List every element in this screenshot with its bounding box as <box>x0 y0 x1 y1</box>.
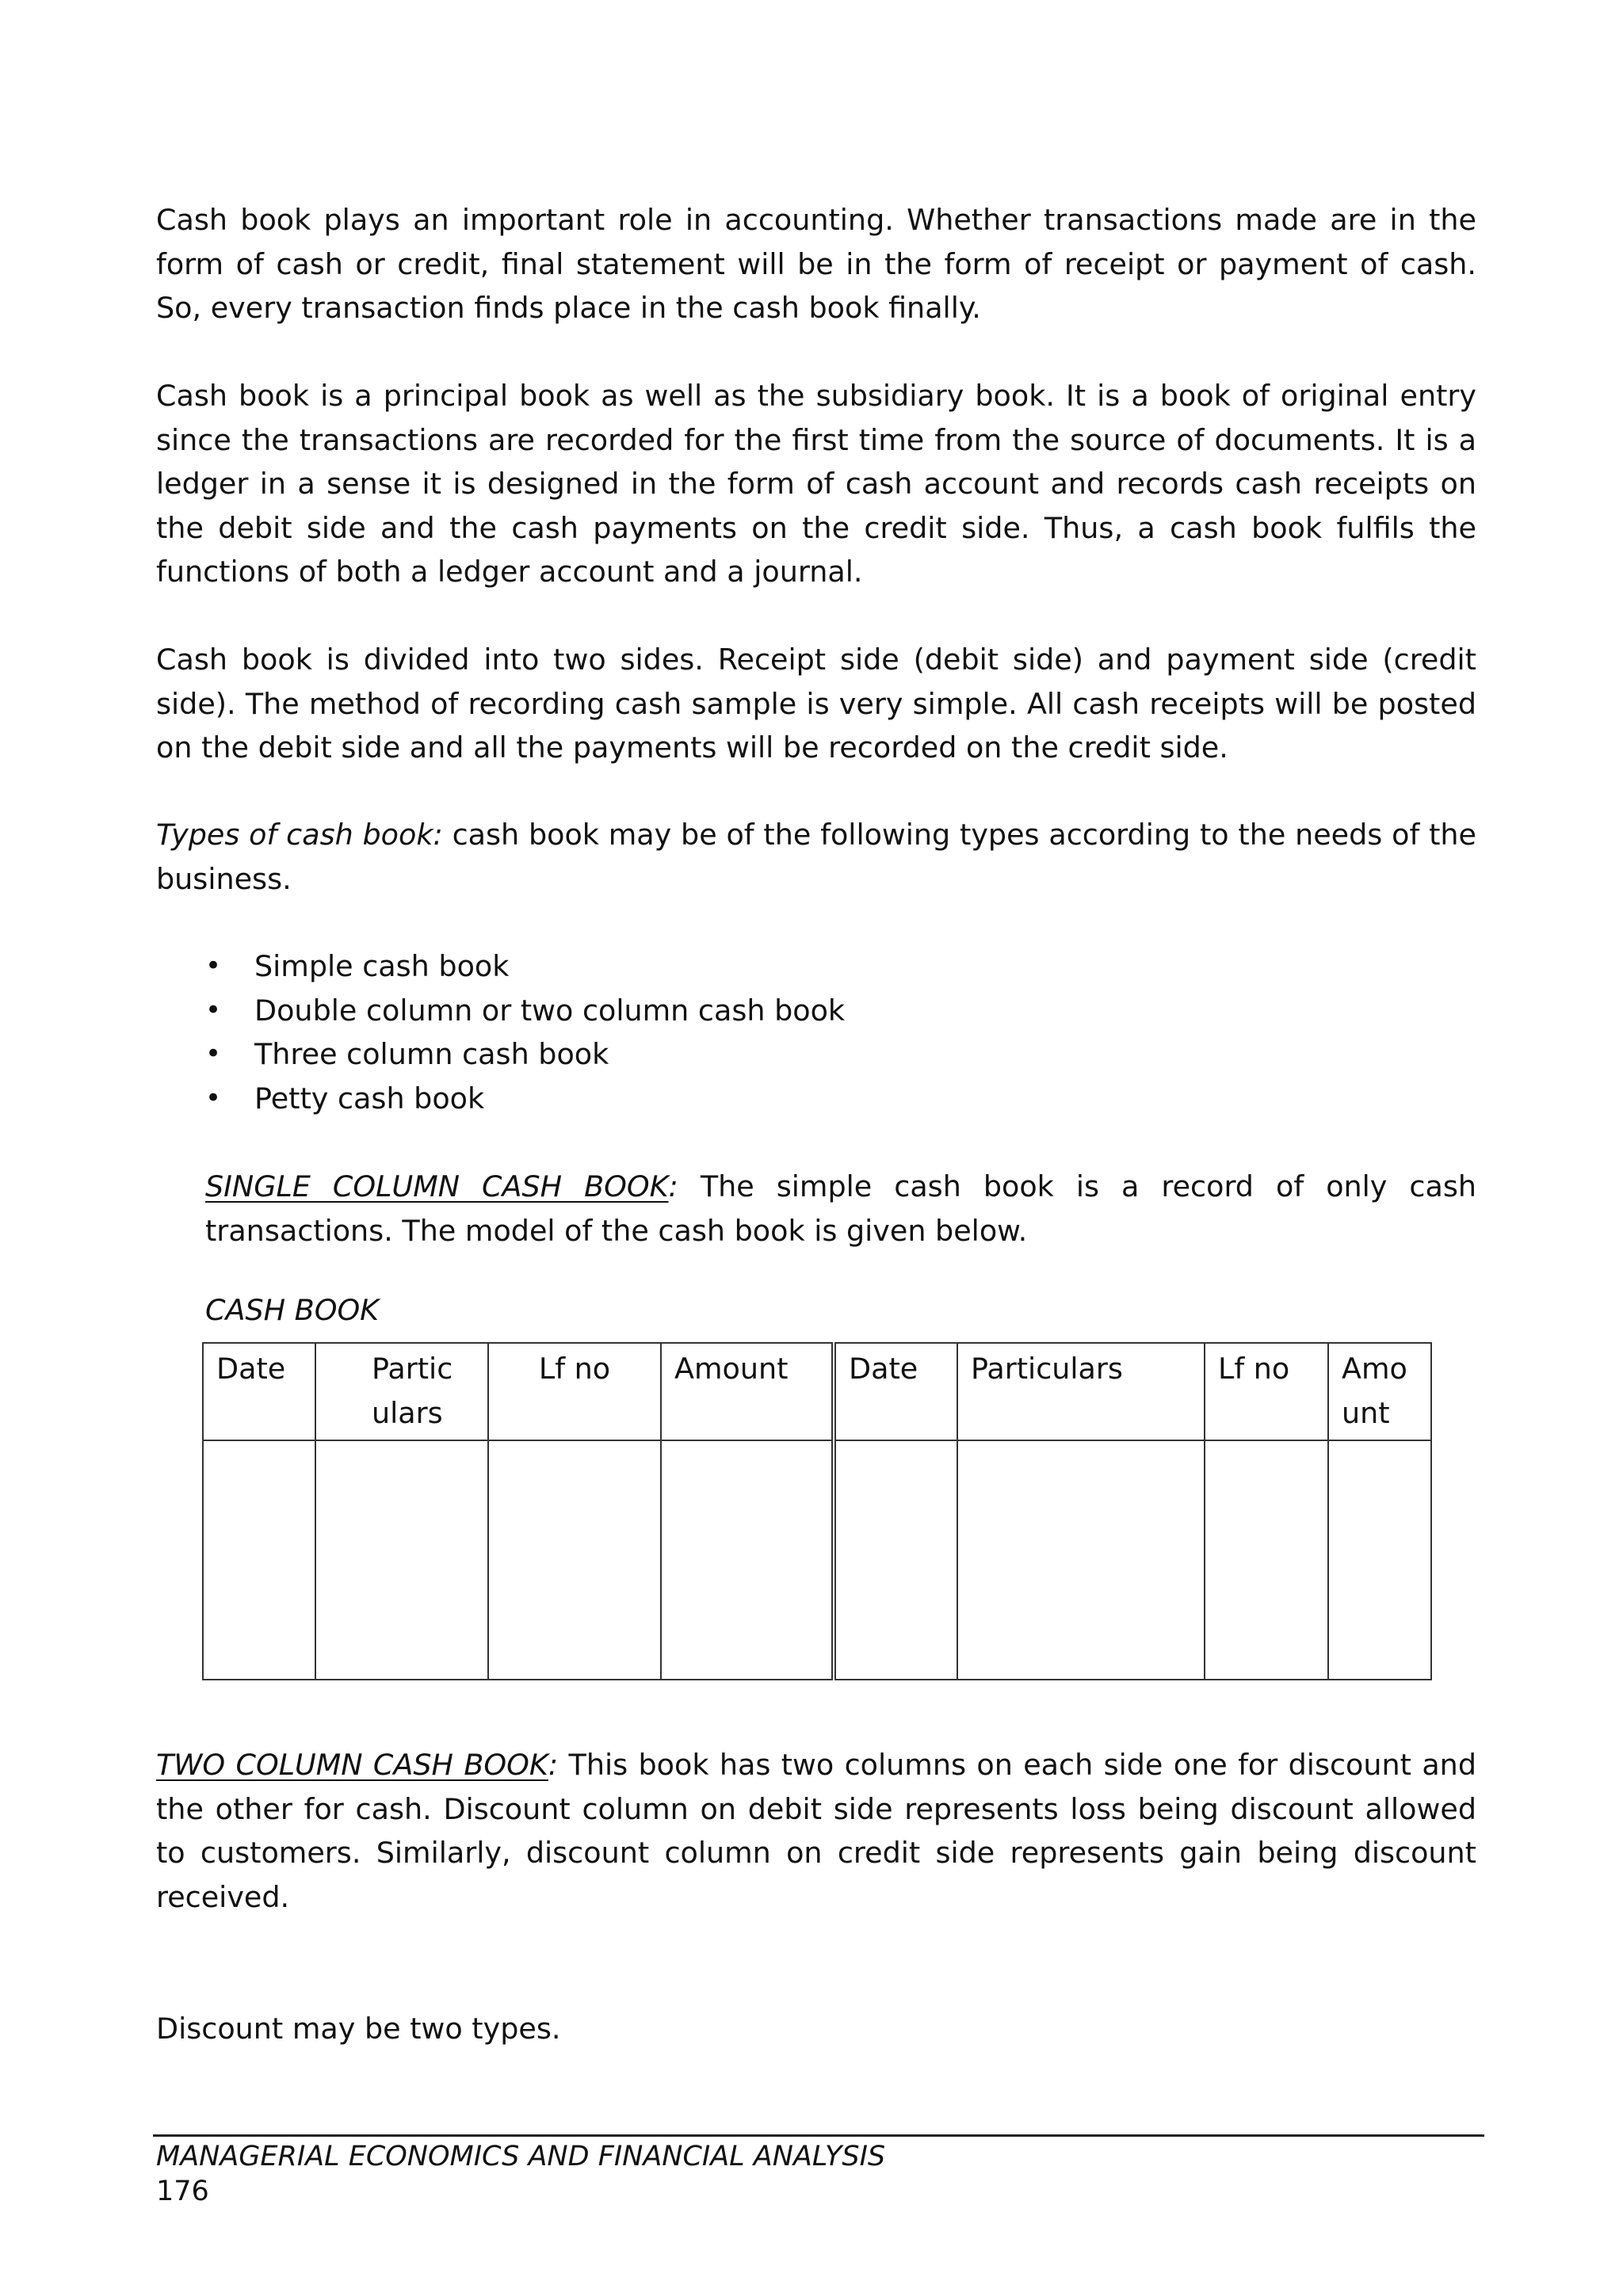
list-item: • Simple cash book <box>205 944 845 989</box>
single-column-colon: : <box>668 1169 678 1203</box>
header-lf-no-debit: Lf no <box>488 1343 661 1440</box>
header-lf-no-credit: Lf no <box>1205 1343 1328 1440</box>
paragraph-two-sides: Cash book is divided into two sides. Receipt side (debit side) and payment side (credit side). The method of recording cash sample is very simple. All cash receipts will be posted on the debit side and all the payments will be recorded on the credit side. <box>156 643 1476 765</box>
paragraph-single-column <box>205 1165 1476 1253</box>
footer-title: MANAGERIAL ECONOMICS AND FINANCIAL ANALYSIS <box>156 2141 886 2172</box>
table-cell <box>834 1440 957 1680</box>
list-item: • Petty cash book <box>205 1077 845 1121</box>
cash-book-table <box>202 1342 1432 1680</box>
types-list <box>205 944 845 1120</box>
table-cell <box>957 1440 1205 1680</box>
two-column-text: This book has two columns on each side one for discount and the other for cash. Discount column on debit side represents loss being discount allowed to customers. Similarly, discount column on credit side represents gain being discount received. <box>156 1748 1476 1914</box>
footer-divider <box>153 2134 1484 2137</box>
table-cell <box>203 1440 315 1680</box>
header-date-debit: Date <box>203 1343 315 1440</box>
table-cell <box>315 1440 488 1680</box>
header-particulars-credit: Particulars <box>957 1343 1205 1440</box>
table-cell <box>1205 1440 1328 1680</box>
header-amount-credit: Amo unt <box>1328 1343 1431 1440</box>
paragraph-types <box>156 813 1476 901</box>
header-particulars-debit: Partic ulars <box>315 1343 488 1440</box>
table-row <box>203 1440 1431 1680</box>
header-date-credit: Date <box>834 1343 957 1440</box>
header-amount-debit: Amount <box>661 1343 834 1440</box>
single-column-heading: SINGLE COLUMN CASH BOOK <box>205 1169 669 1203</box>
cash-book-caption: CASH BOOK <box>205 1293 380 1327</box>
single-column-text: The simple cash book is a record of only cash transactions. The model of the cash book is given below. <box>205 1169 1476 1248</box>
paragraph-two-column <box>156 1743 1476 1919</box>
paragraph-intro: Cash book plays an important role in accounting. Whether transactions made are in the form of cash or credit, final statement will be in the form of receipt or payment of cash. So, every transaction finds place in the cash book finally. <box>156 203 1476 325</box>
list-item: • Double column or two column cash book <box>205 989 845 1033</box>
two-column-colon: : <box>548 1748 559 1782</box>
two-column-heading: TWO COLUMN CASH BOOK <box>156 1748 548 1782</box>
types-label: Types of cash book: <box>156 818 443 852</box>
types-text: cash book may be of the following types according to the needs of the business. <box>156 818 1476 896</box>
table-header-row <box>203 1343 1431 1440</box>
page-number: 176 <box>156 2176 209 2207</box>
paragraph-principal-book: Cash book is a principal book as well as the subsidiary book. It is a book of original entry since the transactions are recorded for the first time from the source of documents. It is a ledger in a sense it is designed in the form of cash account and records cash receipts on the debit side and the cash payments on the credit side. Thus, a cash book fulfils the functions of both a ledger account and a journal. <box>156 379 1476 589</box>
paragraph-discount: Discount may be two types. <box>156 2012 561 2046</box>
table-cell <box>1328 1440 1431 1680</box>
table-cell <box>661 1440 834 1680</box>
list-item: • Three column cash book <box>205 1032 845 1077</box>
table-cell <box>488 1440 661 1680</box>
